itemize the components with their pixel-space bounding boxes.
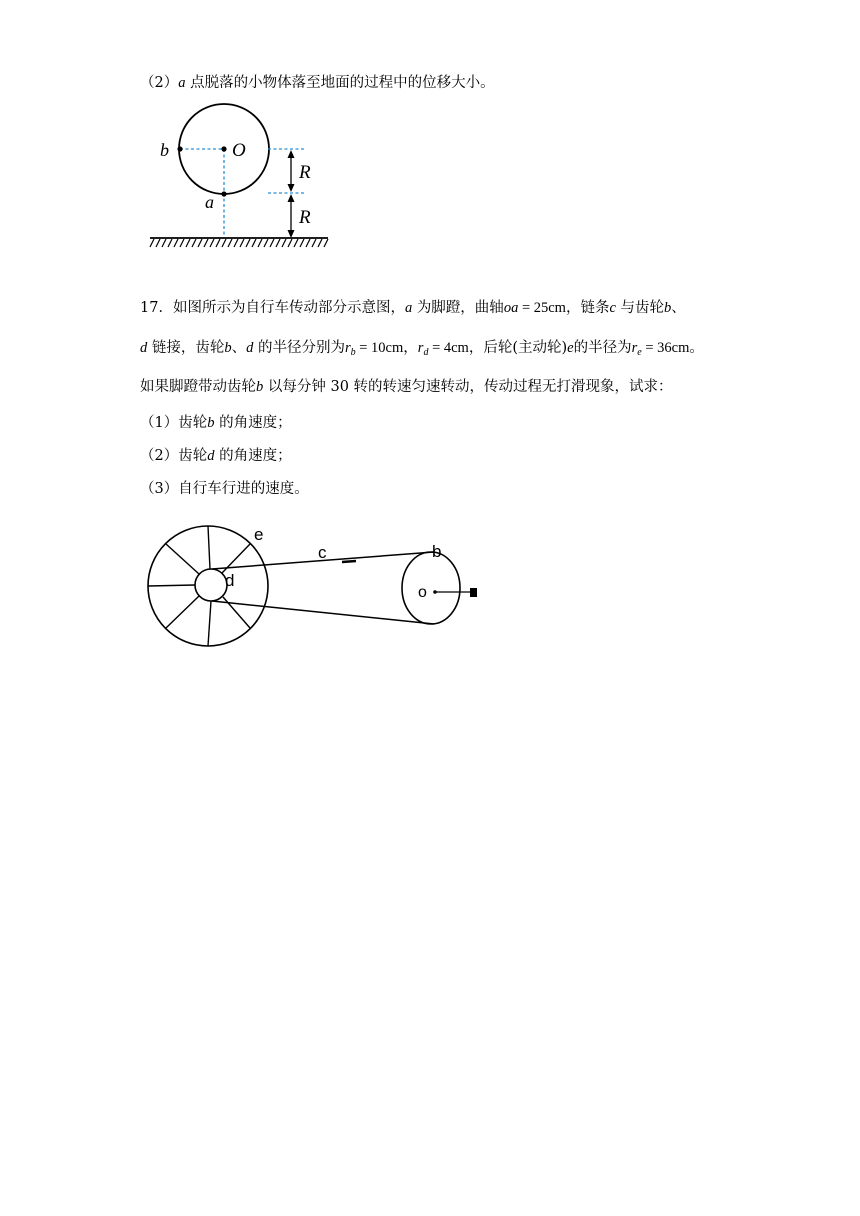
q17-part3: （3）自行车行进的速度。 xyxy=(140,481,309,497)
fig2-label-c: c xyxy=(318,543,327,562)
fig1-label-b: b xyxy=(160,140,169,160)
fig2-label-o: o xyxy=(418,584,427,601)
fig2-label-d: d xyxy=(225,571,235,590)
fig1-label-a: a xyxy=(205,192,214,212)
q16-part2: （2）a 点脱落的小物体落至地面的过程中的位移大小。 xyxy=(140,75,495,91)
q17-line2: d 链接，齿轮b、d 的半径分别为$r_b = 10cm$，$r_d = 4cm$，后轮(主动轮)e的半径为$r_e = 36cm$。 xyxy=(140,340,704,358)
fig1-label-R2: R xyxy=(299,207,311,228)
q17-part1: （1）齿轮b 的角速度； xyxy=(140,415,292,431)
fig1-label-R1: R xyxy=(299,162,311,183)
fig2-label-b: b xyxy=(432,542,442,561)
q17-line3: 如果脚蹬带动齿轮b 以每分钟 30 转的转速匀速转动，传动过程无打滑现象，试求： xyxy=(140,379,673,395)
fig1-label-O: O xyxy=(232,140,246,161)
q17-part2: （2）齿轮d 的角速度； xyxy=(140,448,292,464)
q17-line1: 17．如图所示为自行车传动部分示意图，a 为脚蹬，曲轴oa = 25cm，链条c 与齿轮b、 xyxy=(140,300,686,316)
fig2-label-e: e xyxy=(254,525,264,544)
